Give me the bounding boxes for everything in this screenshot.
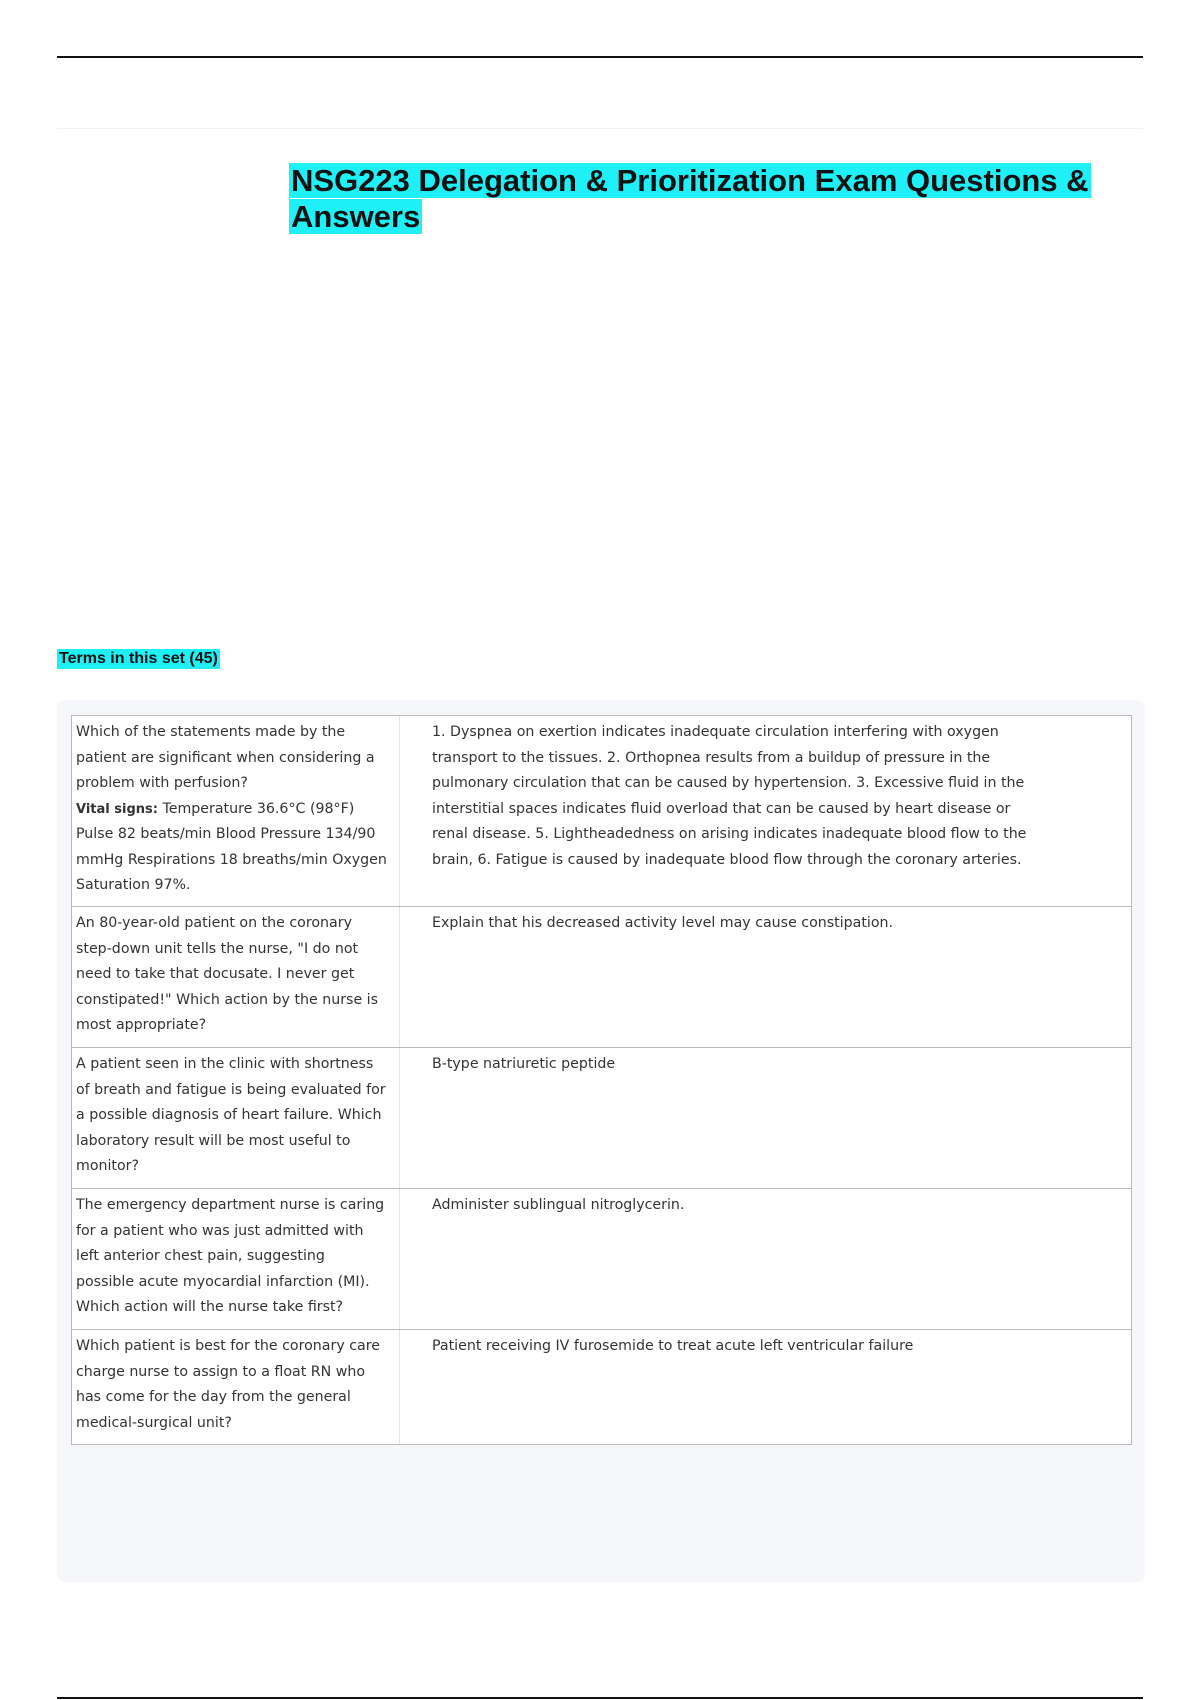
document-title (289, 163, 1109, 235)
table-row (72, 716, 1131, 907)
term-text: The emergency department nurse is caring for a patient who was just admitted with left anterior chest pain, suggesting possible acute myocardial infarction (MI). Which action will the nurse take first? (76, 1197, 385, 1315)
table-row (72, 1330, 1131, 1444)
term-cell (72, 1048, 400, 1188)
table-row (72, 1048, 1131, 1189)
definition-cell (400, 907, 1131, 1047)
definition-cell (400, 1189, 1131, 1329)
terms-count-label: Terms in this set (45) (59, 650, 218, 667)
footer-rule (57, 1697, 1143, 1699)
definition-text: Patient receiving IV furosemide to treat acute left ventricular failure (432, 1338, 914, 1354)
header-divider (57, 128, 1143, 129)
table-row (72, 1189, 1131, 1330)
definition-text: B-type natriuretic peptide (432, 1056, 616, 1072)
definition-cell (400, 1048, 1131, 1188)
term-text: An 80-year-old patient on the coronary step-down unit tells the nurse, "I do not need to take that docusate. I never get constipated!" Which action by the nurse is most appropriate? (76, 915, 379, 1033)
term-cell (72, 716, 400, 906)
term-text: Which patient is best for the coronary care charge nurse to assign to a float RN who has come for the day from the general medical-surgical unit? (76, 1338, 380, 1431)
vital-signs-text: Temperature 36.6°C (98°F) Pulse 82 beats/min Blood Pressure 134/90 mmHg Respirations 18 breaths/min Oxygen Saturation 97%. (76, 800, 387, 893)
term-text: Which of the statements made by the patient are significant when considering a problem with perfusion? (76, 724, 375, 791)
definition-text: 1. Dyspnea on exertion indicates inadequate circulation interfering with oxygen transport to the tissues. 2. Orthopnea results from a buildup of pressure in the pulmonary circulation that can be caused by hypertension. 3. Excessive fluid in the interstitial spaces indicates fluid overload that can be caused by heart disease or renal disease. 5. Lightheadedness on arising indicates inadequate blood flow to the brain, 6. Fatigue is caused by inadequate blood flow through the coronary arteries. (432, 724, 1027, 868)
term-cell (72, 1189, 400, 1329)
definition-text: Administer sublingual nitroglycerin. (432, 1197, 685, 1213)
term-text: A patient seen in the clinic with shortness of breath and fatigue is being evaluated for a possible diagnosis of heart failure. Which laboratory result will be most useful to monitor? (76, 1056, 386, 1174)
document-title-text: NSG223 Delegation & Prioritization Exam Questions & Answers (291, 163, 1089, 234)
definition-cell (400, 716, 1131, 906)
term-cell (72, 907, 400, 1047)
definition-text: Explain that his decreased activity level may cause constipation. (432, 915, 894, 931)
header-rule (57, 56, 1143, 58)
table-row (72, 907, 1131, 1048)
term-cell (72, 1330, 400, 1444)
definition-cell (400, 1330, 1131, 1444)
vital-signs-label: Vital signs: (76, 801, 158, 817)
flashcard-table (71, 715, 1132, 1445)
